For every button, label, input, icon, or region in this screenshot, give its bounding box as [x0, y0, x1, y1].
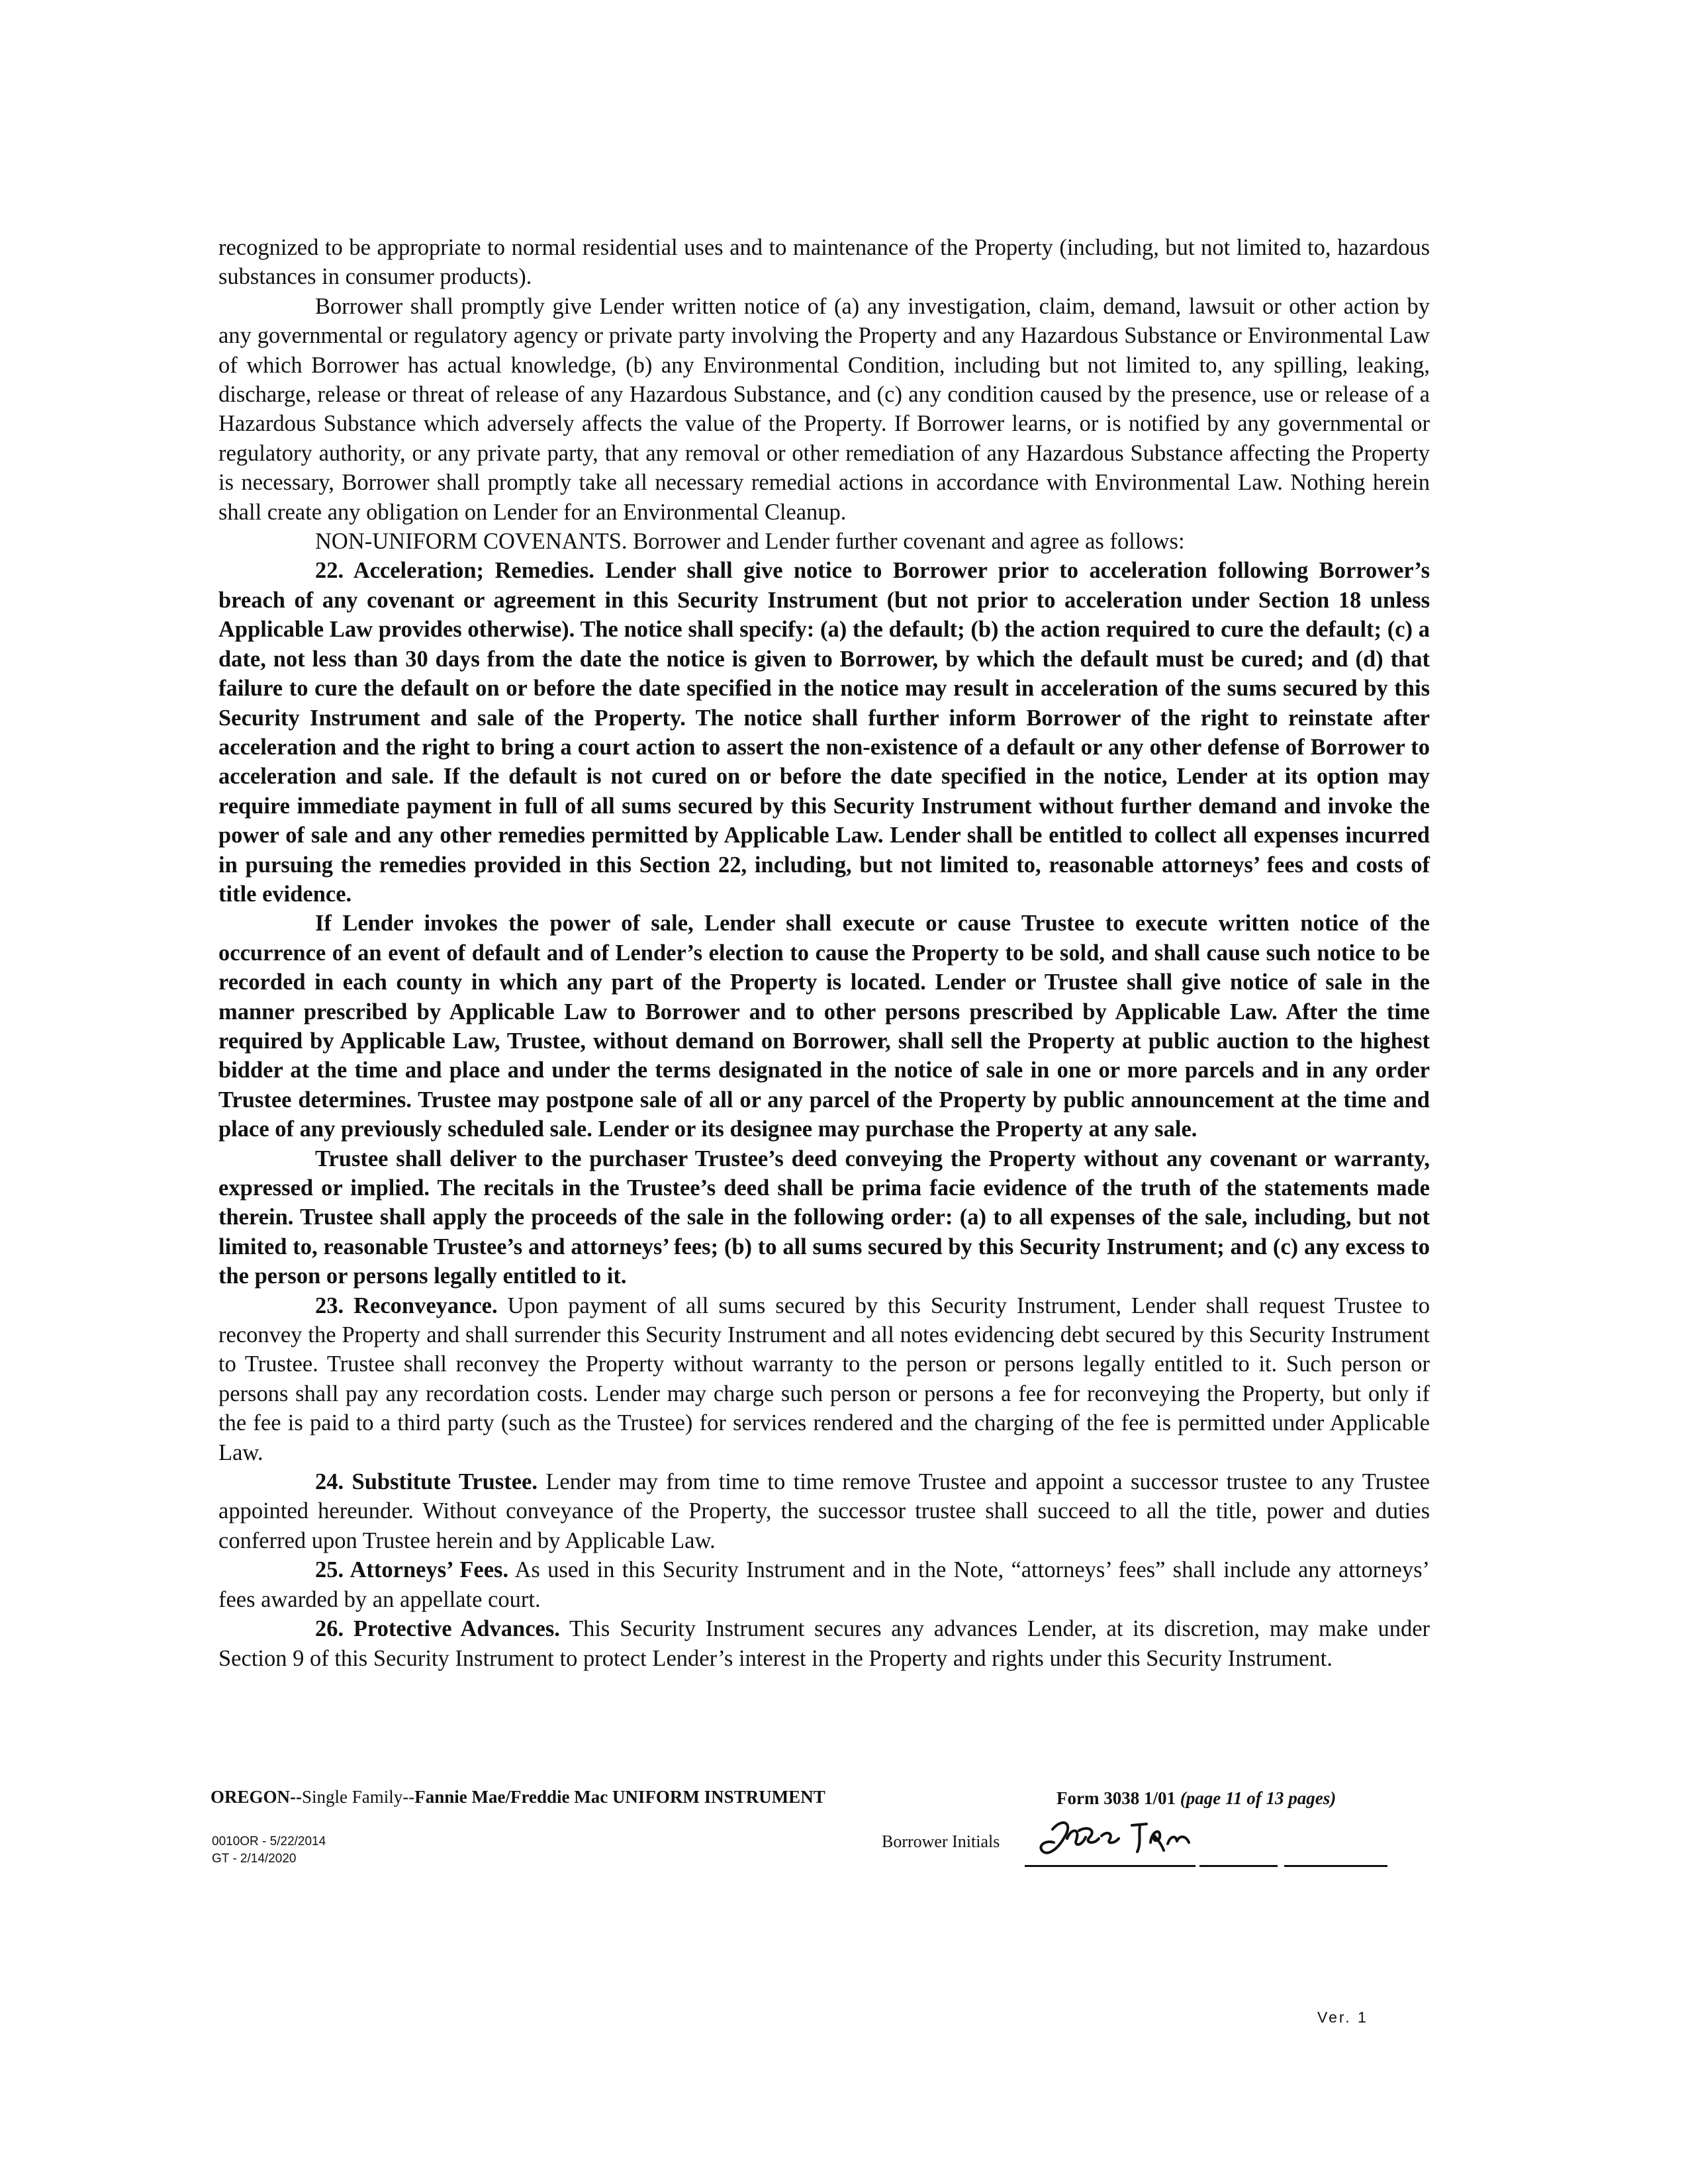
initials-signature-line-2 — [1199, 1865, 1278, 1867]
version-label: Ver. 1 — [1317, 2009, 1368, 2026]
paragraph-notice-of-hazardous-substance: Borrower shall promptly give Lender written notice of (a) any investigation, claim, demand, lawsuit or other action by any governmental or regulatory agency or private party involving the Property and any Hazardous Substance or Environmental Law of which Borrower has actual knowledge, (b) any Environmental Condition, including but not limited to, any spilling, leaking, discharge, release or threat of release of any Hazardous Substance, and (c) any condition caused by the presence, use or release of a Hazardous Substance which adversely affects the value of the Property. If Borrower learns, or is notified by any governmental or regulatory authority, or any private party, that any removal or other remediation of any Hazardous Substance affecting the Property is necessary, Borrower shall promptly take all necessary remedial actions in accordance with Environmental Law. Nothing herein shall create any obligation on Lender for an Environmental Cleanup. — [218, 293, 1430, 525]
borrower-initials-signature — [1033, 1811, 1198, 1870]
section-body: This Security Instrument secures any advances Lender, at its discretion, may make under Section 9 of this Security Instrument to protect Lender’s interest in the Property and rights under this Security Instrument. — [218, 1616, 1430, 1671]
footer-instrument-title — [211, 1787, 825, 1807]
form-code-1: 0010OR - 5/22/2014 — [212, 1835, 326, 1848]
page-info: (page 11 of 13 pages) — [1180, 1788, 1336, 1808]
section-22-acceleration — [218, 556, 1430, 909]
section-25-attorneys-fees — [218, 1555, 1430, 1614]
section-24-substitute-trustee — [218, 1467, 1430, 1555]
section-body: Upon payment of all sums secured by this Security Instrument, Lender shall request Trustee to reconvey the Property and shall surrender this Security Instrument and all notes evidencing debt secured by this Security Instrument to Trustee. Trustee shall reconvey the Property without warranty to the person or persons legally entitled to it. Such person or persons shall pay any recordation costs. Lender may charge such person or persons a fee for reconveying the Property, but only if the fee is paid to a third party (such as the Trustee) for services rendered and the charging of the fee is permitted under Applicable Law. — [218, 1293, 1430, 1465]
form-number: Form 3038 1/01 — [1056, 1788, 1176, 1808]
initials-signature-line-1 — [1025, 1865, 1196, 1867]
section-body: Lender may from time to time remove Trustee and appoint a successor trustee to any Trustee appointed hereunder. Without conveyance of the Property, the successor trustee shall succeed to all the title, power and duties conferred upon Trustee herein and by Applicable Law. — [218, 1469, 1430, 1553]
section-heading: 23. Reconveyance. — [315, 1293, 498, 1318]
footer-form-id — [1056, 1788, 1336, 1809]
initials-signature-line-3 — [1284, 1865, 1387, 1867]
borrower-initials-label: Borrower Initials — [882, 1832, 1000, 1851]
paragraph-non-uniform-covenants: NON-UNIFORM COVENANTS. Borrower and Lender further covenant and agree as follows: — [315, 529, 1185, 555]
section-heading: 26. Protective Advances. — [315, 1616, 560, 1642]
paragraph-continuation: recognized to be appropriate to normal residential uses and to maintenance of the Property (including, but not limited to, hazardous substances in consumer products). — [218, 235, 1430, 290]
paragraph-power-of-sale: If Lender invokes the power of sale, Lender shall execute or cause Trustee to execute written notice of the occurrence of an event of default and of Lender’s election to cause the Property to be sold, and shall cause such notice to be recorded in each county in which any part of the Property is located. Lender or Trustee shall give notice of sale in the manner prescribed by Applicable Law to Borrower and to other persons prescribed by Applicable Law. After the time required by Applicable Law, Trustee, without demand on Borrower, shall sell the Property at public auction to the highest bidder at the time and place and under the terms designated in the notice of sale in one or more parcels and in any order Trustee determines. Trustee may postpone sale of all or any parcel of the Property by public announcement at the time and place of any previously scheduled sale. Lender or its designee may purchase the Property at any sale. — [218, 911, 1430, 1142]
section-heading: 24. Substitute Trustee. — [315, 1469, 538, 1495]
footer-description: Single Family-- — [302, 1787, 415, 1807]
footer-codes — [212, 1833, 326, 1868]
section-23-reconveyance — [218, 1291, 1430, 1467]
section-heading: 25. Attorneys’ Fees. — [315, 1557, 509, 1583]
section-26-protective-advances — [218, 1614, 1430, 1673]
footer-state: OREGON-- — [211, 1787, 302, 1807]
footer-instrument: Fannie Mae/Freddie Mac UNIFORM INSTRUMENT — [414, 1787, 825, 1807]
paragraph-trustee-deed: Trustee shall deliver to the purchaser Trustee’s deed conveying the Property without any covenant or warranty, expressed or implied. The recitals in the Trustee’s deed shall be prima facie evidence of the truth of the statements made therein. Trustee shall apply the proceeds of the sale in the following order: (a) to all expenses of the sale, including, but not limited to, reasonable Trustee’s and attorneys’ fees; (b) to all sums secured by this Security Instrument; and (c) any excess to the person or persons legally entitled to it. — [218, 1146, 1430, 1289]
section-heading: 22. Acceleration; Remedies. — [315, 558, 594, 584]
body-text — [218, 233, 1430, 1673]
section-body: As used in this Security Instrument and in the Note, “attorneys’ fees” shall include any attorneys’ fees awarded by an appellate court. — [218, 1557, 1430, 1612]
form-code-2: GT - 2/14/2020 — [212, 1852, 297, 1866]
section-body: Lender shall give notice to Borrower prior to acceleration following Borrower’s breach of any covenant or agreement in this Security Instrument (but not prior to acceleration under Section 18 unless Applicable Law provides otherwise). The notice shall specify: (a) the default; (b) the action required to cure the default; (c) a date, not less than 30 days from the date the notice is given to Borrower, by which the default must be cured; and (d) that failure to cure the default on or before the date specified in the notice may result in acceleration of the sums secured by this Security Instrument and sale of the Property. The notice shall further inform Borrower of the right to reinstate after acceleration and the right to bring a court action to assert the non-existence of a default or any other defense of Borrower to acceleration and sale. If the default is not cured on or before the date specified in the notice, Lender at its option may require immediate payment in full of all sums secured by this Security Instrument without further demand and invoke the power of sale and any other remedies permitted by Applicable Law. Lender shall be entitled to collect all expenses incurred in pursuing the remedies provided in this Section 22, including, but not limited to, reasonable attorneys’ fees and costs of title evidence. — [218, 558, 1430, 907]
